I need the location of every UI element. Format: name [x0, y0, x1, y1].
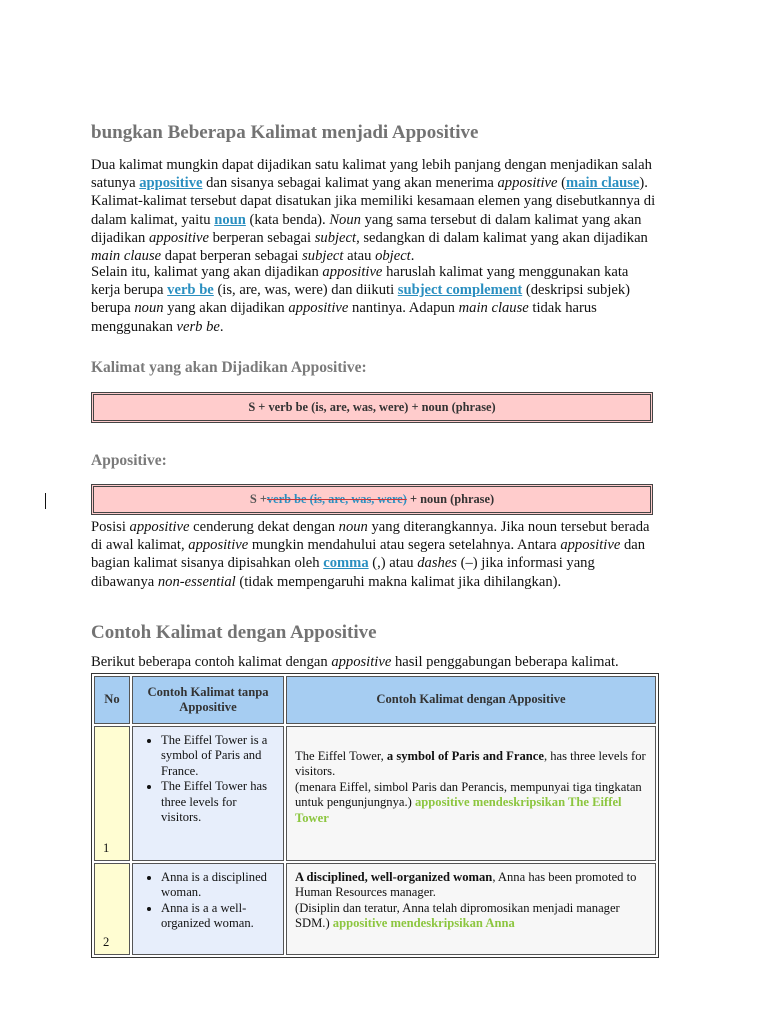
text-em: Noun: [329, 211, 361, 228]
list-item: • Anna is a disciplined woman.: [161, 870, 279, 901]
cell-with-appositive: [286, 863, 656, 955]
text: Dua kalimat mungkin dapat dijadikan satu kalimat yang lebih panjang dengan menjadikan salah satunya: [91, 157, 652, 192]
text-em: appositive: [497, 175, 558, 192]
link-appositive[interactable]: appositive: [139, 175, 203, 192]
header-without: Contoh Kalimat tanpa Appositive: [132, 676, 284, 724]
text-cursor: [45, 493, 46, 509]
text: , sedangkan di dalam kalimat yang akan dijadikan: [356, 229, 648, 246]
formula-subject: S +: [249, 492, 267, 506]
text: (,) atau: [368, 555, 418, 572]
cell-with-appositive: [286, 726, 656, 861]
text-em: appositive: [188, 537, 249, 554]
link-comma[interactable]: comma: [323, 555, 369, 572]
text: tidak harus menggunakan: [91, 300, 597, 335]
header-no: No: [94, 676, 130, 724]
list-item: • The Eiffel Tower is a symbol of Paris and France.: [161, 733, 279, 779]
text: (deskripsi subjek) berupa: [91, 282, 631, 317]
list-item: • The Eiffel Tower has three levels for visitors.: [161, 779, 279, 825]
text: .: [410, 248, 415, 265]
cell-without-appositive: [132, 863, 284, 955]
text-em: appositive: [560, 537, 621, 554]
row-number: 1: [94, 726, 130, 861]
text: nantinya. Adapun: [348, 300, 459, 317]
table-row: [94, 726, 656, 861]
text-em: subject: [314, 229, 357, 246]
page-heading: bungkan Beberapa Kalimat menjadi Appositive: [91, 122, 479, 143]
text: yang akan dijadikan: [163, 300, 289, 317]
text-em: noun: [134, 300, 164, 317]
text: Berikut beberapa contoh kalimat dengan: [91, 654, 332, 670]
text: (kata benda).: [245, 211, 330, 228]
text: berperan sebagai: [208, 229, 315, 246]
text-em: appositive: [129, 519, 190, 535]
link-main-clause[interactable]: main clause: [566, 175, 640, 192]
text: The Eiffel Tower,: [295, 749, 387, 763]
appositive-phrase: A disciplined, well-organized woman: [295, 870, 493, 884]
text: (tidak mempengaruhi makna kalimat jika dihilangkan).: [235, 573, 562, 590]
text-em: subject: [302, 248, 344, 265]
text: Posisi: [91, 519, 130, 535]
intro-paragraph: [91, 156, 656, 265]
text: ). Kalimat-kalimat tersebut dapat disatukan jika memiliki kesamaan elemen yang disebutkannya di dalam kalimat, yaitu: [91, 175, 656, 228]
text-em: noun: [338, 519, 368, 535]
text: (: [557, 175, 567, 192]
text: yang sama tersebut di dalam kalimat yang akan dijadikan: [91, 211, 642, 246]
text: cenderung dekat dengan: [189, 519, 339, 535]
header-with: Contoh Kalimat dengan Appositive: [286, 676, 656, 724]
formula-box-1: [91, 392, 653, 423]
row-number: 2: [94, 863, 130, 955]
verb-be-paragraph: [91, 263, 656, 336]
translation-text: (menara Eiffel, simbol Paris dan Perancis, mempunyai tiga tingkatan untuk pengunjungnya.): [295, 779, 642, 810]
note-text: appositive mendeskripsikan Anna: [332, 916, 515, 931]
section-title-appositive: Appositive:: [91, 452, 167, 469]
text-em: verb be: [176, 318, 220, 335]
text: , has three levels for visitors.: [295, 749, 646, 779]
text-em: appositive: [322, 264, 383, 280]
table-header-row: [94, 676, 656, 724]
text-em: appositive: [148, 229, 209, 246]
text: dan sisanya sebagai kalimat yang akan menerima: [202, 175, 498, 192]
text: .: [219, 318, 224, 335]
text: hasil penggabungan beberapa kalimat.: [391, 654, 619, 670]
formula-rest: + noun (phrase): [409, 492, 495, 506]
text: dapat berperan sebagai: [161, 248, 303, 265]
text: haruslah kalimat yang menggunakan kata kerja berupa: [91, 264, 629, 299]
text: yang diterangkannya. Jika noun tersebut berada di awal kalimat,: [91, 519, 650, 554]
appositive-phrase: a symbol of Paris and France: [386, 749, 544, 763]
text-em: non-essential: [157, 573, 236, 590]
link-subject-complement[interactable]: subject complement: [397, 282, 523, 299]
formula-text: S + verb be (is, are, was, were) + noun (phrase): [248, 400, 496, 414]
examples-intro: [91, 653, 656, 671]
link-noun[interactable]: noun: [214, 211, 246, 228]
formula-struck-verb-be: verb be (is, are, was, were): [266, 492, 407, 506]
section-title-contoh: Contoh Kalimat dengan Appositive: [91, 622, 377, 643]
text: mungkin mendahului atau segera setelahnya. Antara: [248, 537, 561, 554]
text-em: dashes: [417, 555, 457, 572]
examples-table: [91, 673, 659, 958]
text-em: object: [375, 248, 411, 265]
posisi-paragraph: [91, 518, 656, 591]
text-em: appositive: [331, 654, 392, 670]
list-item: • Anna is a a well-organized woman.: [161, 901, 279, 932]
text: Selain itu, kalimat yang akan dijadikan: [91, 264, 323, 280]
note-text: appositive mendeskripsikan The Eiffel Tower: [295, 795, 622, 825]
text: dan bagian kalimat sisanya dipisahkan oleh: [91, 537, 646, 572]
text: atau: [343, 248, 376, 265]
cell-without-appositive: [132, 726, 284, 861]
section-title-kalimat: Kalimat yang akan Dijadikan Appositive:: [91, 359, 367, 376]
text-em: main clause: [91, 248, 162, 265]
text: (–) jika informasi yang dibawanya: [91, 555, 595, 590]
table-row: [94, 863, 656, 955]
translation-text: (Disiplin dan teratur, Anna telah dipromosikan menjadi manager SDM.): [295, 900, 620, 931]
text-em: main clause: [458, 300, 529, 317]
text-em: appositive: [288, 300, 349, 317]
text: , Anna has been promoted to Human Resources manager.: [295, 870, 637, 900]
link-verb-be[interactable]: verb be: [167, 282, 214, 299]
text: (is, are, was, were) dan diikuti: [213, 282, 398, 299]
formula-box-2: [91, 484, 653, 515]
